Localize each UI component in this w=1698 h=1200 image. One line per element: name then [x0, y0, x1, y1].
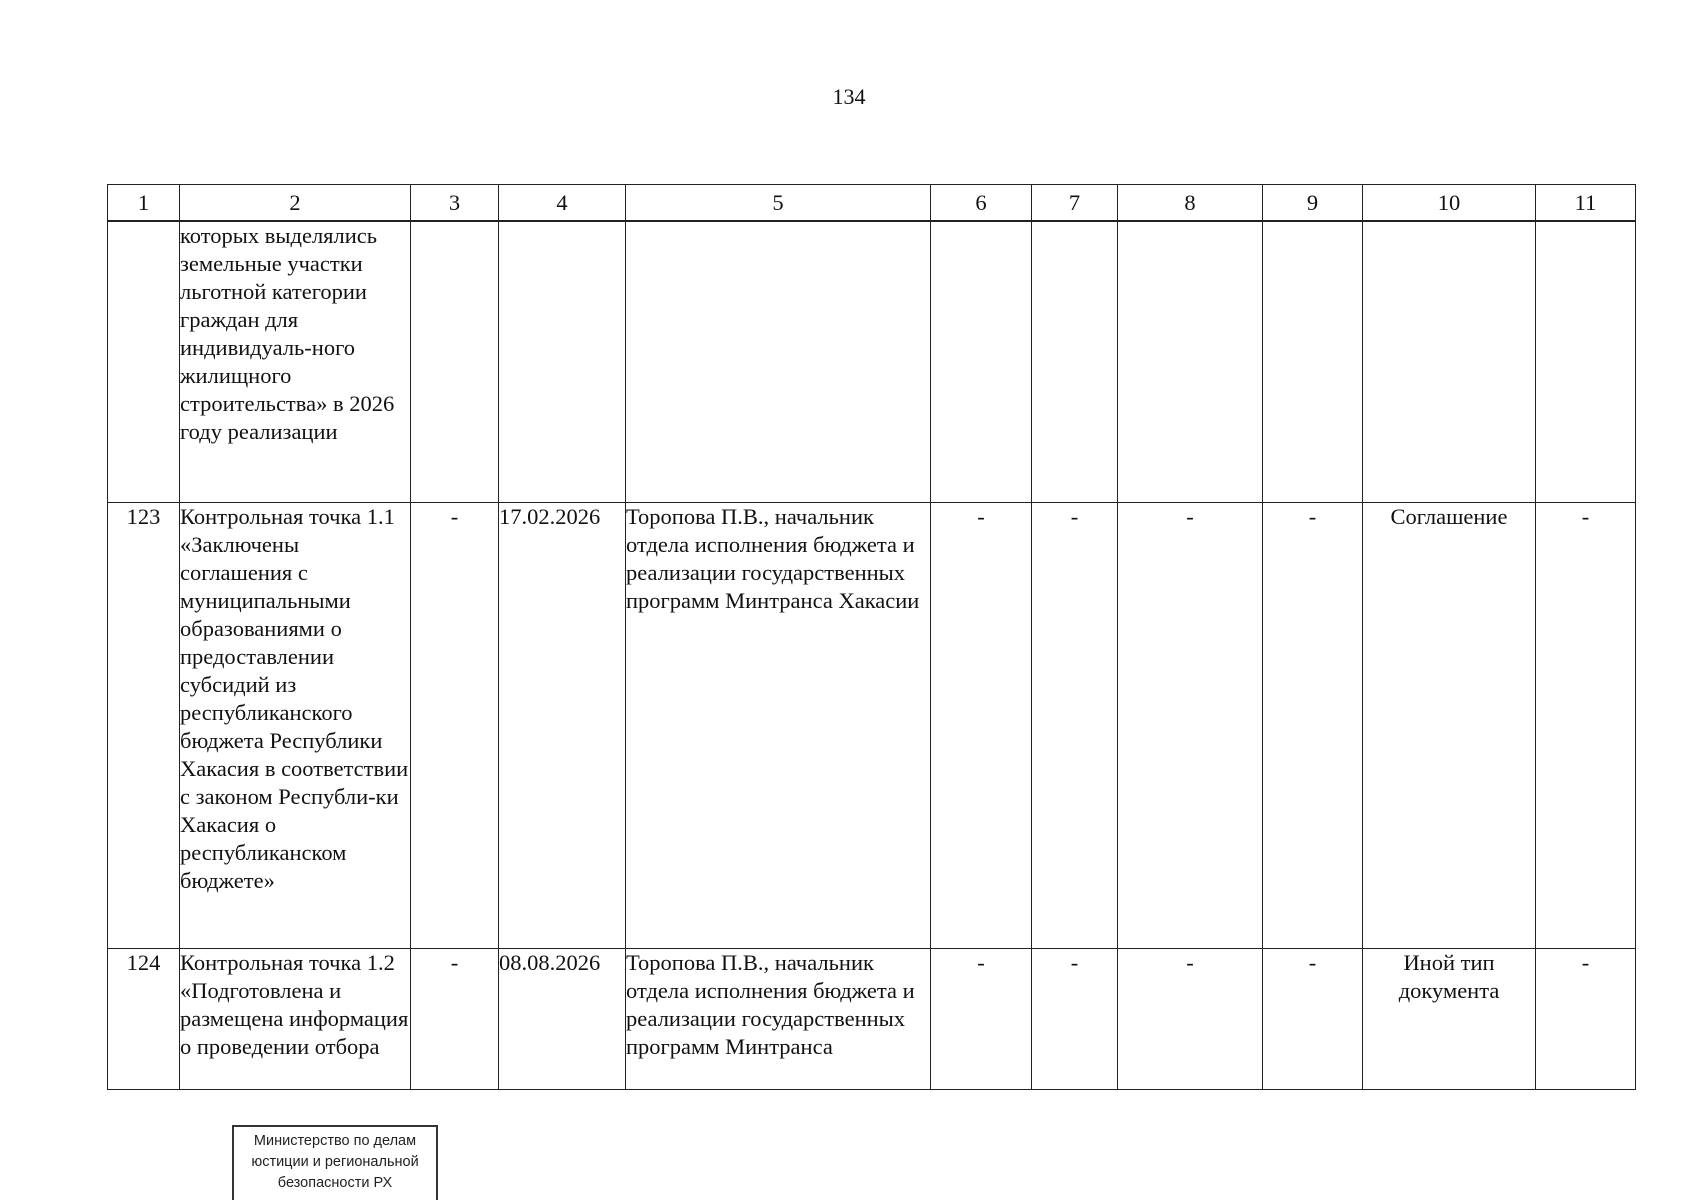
- control-point-name-cell: Контрольная точка 1.2 «Подготовлена и размещена информация о проведении отбора: [180, 949, 411, 1090]
- table-cell: [411, 221, 499, 503]
- table-cell: -: [411, 503, 499, 949]
- column-header: 4: [499, 185, 626, 222]
- table-cell: [1536, 221, 1636, 503]
- ministry-stamp: [232, 1125, 438, 1200]
- column-header: 5: [626, 185, 931, 222]
- column-header: 7: [1032, 185, 1118, 222]
- column-header: 8: [1118, 185, 1263, 222]
- table-cell: [1263, 221, 1363, 503]
- responsible-person-cell: Торопова П.В., начальник отдела исполнения бюджета и реализации государственных программ Минтранса Хакасии: [626, 503, 931, 949]
- table-cell: -: [1032, 949, 1118, 1090]
- row-number-cell: 124: [108, 949, 180, 1090]
- stamp-line: безопасности РХ: [277, 1175, 393, 1191]
- table-cell: -: [1118, 503, 1263, 949]
- table-cell: -: [1263, 503, 1363, 949]
- table-cell: -: [1536, 949, 1636, 1090]
- document-type-cell: Иной тип документа: [1363, 949, 1536, 1090]
- document-type-cell: Соглашение: [1363, 503, 1536, 949]
- table-row: [108, 949, 1636, 1090]
- row-number-cell: 123: [108, 503, 180, 949]
- column-header: 9: [1263, 185, 1363, 222]
- table-cell: -: [411, 949, 499, 1090]
- control-point-name-cell: Контрольная точка 1.1 «Заключены соглашения с муниципальными образованиями о предоставлении субсидий из республиканского бюджета Республики Хакасия в соответствии с законом Республи-ки Хакасия о республиканском бюджете»: [180, 503, 411, 949]
- column-header: 6: [931, 185, 1032, 222]
- responsible-person-cell: Торопова П.В., начальник отдела исполнения бюджета и реализации государственных программ Минтранса: [626, 949, 931, 1090]
- table-cell: -: [1032, 503, 1118, 949]
- table-cell: [1118, 221, 1263, 503]
- table-cell: -: [931, 503, 1032, 949]
- table-cell: [1032, 221, 1118, 503]
- column-number-header-row: [108, 185, 1636, 222]
- table-cell: -: [931, 949, 1032, 1090]
- table-cell: -: [1536, 503, 1636, 949]
- control-point-name-cell: которых выделялись земельные участки льготной категории граждан для индивидуаль-ного жилищного строительства» в 2026 году реализации: [180, 221, 411, 503]
- table-cell: [931, 221, 1032, 503]
- date-cell: [499, 221, 626, 503]
- column-header: 10: [1363, 185, 1536, 222]
- responsible-person-cell: [626, 221, 931, 503]
- column-header: 11: [1536, 185, 1636, 222]
- table-row: [108, 503, 1636, 949]
- table-cell: -: [1118, 949, 1263, 1090]
- table-cell: -: [1263, 949, 1363, 1090]
- column-header: 2: [180, 185, 411, 222]
- page-number: 134: [832, 84, 866, 109]
- stamp-line: Министерство по делам: [253, 1133, 417, 1149]
- control-points-table: [107, 184, 1636, 1090]
- table-row: [108, 221, 1636, 503]
- date-cell: 17.02.2026: [499, 503, 626, 949]
- document-type-cell: [1363, 221, 1536, 503]
- stamp-line: юстиции и региональной: [251, 1154, 419, 1170]
- column-header: 1: [108, 185, 180, 222]
- column-header: 3: [411, 185, 499, 222]
- row-number-cell: [108, 221, 180, 503]
- date-cell: 08.08.2026: [499, 949, 626, 1090]
